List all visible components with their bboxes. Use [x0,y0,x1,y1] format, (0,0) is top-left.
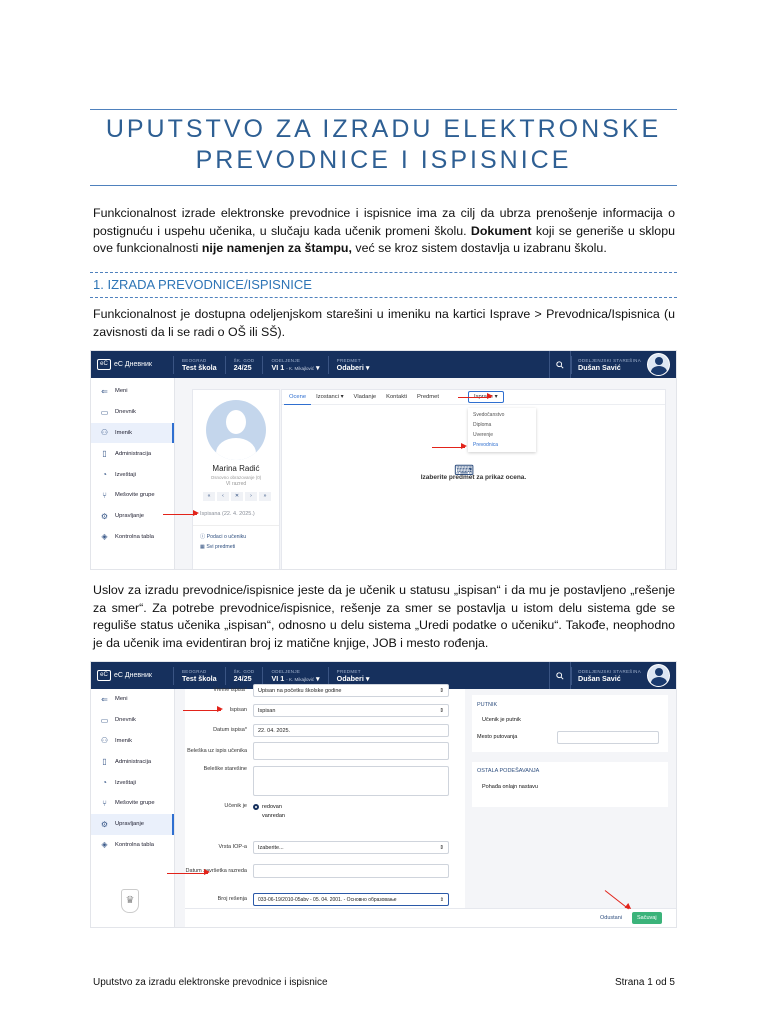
row-ispisan [185,704,449,717]
row-datum-zavrsetka [185,864,449,878]
class-value-text: VI 1 [271,673,285,683]
sidebar-item-administracija[interactable] [91,751,174,772]
tab-vladanje[interactable]: Vladanje [353,394,377,400]
intro-text-2: koji se generiše u sklopu ove funkcionalnosti [93,223,675,256]
sidebar-item-administracija[interactable] [91,443,174,464]
checkbox-label: Učenik je putnik [482,717,521,723]
class-value: VI 1 - K. Mikajlović ▾ [271,362,320,372]
menu-item-uverenje[interactable]: Uverenje [473,432,494,438]
menu-item-svedocanstvo[interactable]: Svedočanstvo [473,412,505,418]
chevron-updown-icon: ⇕ [439,896,444,903]
radio-checked-icon [253,804,259,810]
student-name: Marina Radić [212,464,260,473]
field-label: Broj rešenja [217,896,247,903]
school-value: Test škola [182,362,217,372]
tab-isprave[interactable]: Isprave ▾ [468,391,504,403]
next-icon[interactable]: › [245,492,257,501]
field-label: Vreme ispisa* [213,687,247,694]
previous-icon[interactable]: ‹ [217,492,229,501]
users-icon: ⚇ [100,428,109,438]
sidebar-item-label: Upravljanje [115,513,144,520]
app-logo[interactable] [91,670,173,681]
document-icon: ▯ [102,449,107,459]
chevron-updown-icon: ⇕ [439,687,444,694]
sidebar-item-label: Izveštaji [115,471,136,478]
sidebar-item-dnevnik[interactable] [91,710,174,731]
class-value-text: VI 1 [271,362,285,372]
title-bottom-rule [90,185,677,186]
sidebar-item-label: Kontrolna tabla [115,841,154,848]
row-ucenik-je [185,803,285,821]
select-value: Ispisan [258,707,276,714]
tab-izostanci[interactable]: Izostanci ▾ [316,394,344,400]
title-line-1: UPUTSTVO ZA IZRADU ELEKTRONSKE [105,115,662,143]
sidebar-item-label: Imenik [115,429,133,436]
save-button[interactable]: Sačuvaj [632,912,662,924]
chevron-updown-icon: ⇕ [439,707,444,714]
datum-zavrsetka-input[interactable] [253,864,449,878]
branch-icon: ⑂ [102,490,107,500]
logo-text: eС Дневник [114,361,152,368]
sidebar-item-label: Dnevnik [115,717,136,724]
field-label: Ispisan [229,707,247,714]
arrow-left-icon: ⇐ [101,694,108,704]
vreme-ispisa-select[interactable] [253,684,449,697]
sidebar-item-menu[interactable] [91,381,174,402]
grades-panel [281,389,666,570]
avatar[interactable] [647,353,670,376]
select-value: 033-06-19/2010-05abv - 05. 04. 2001. - Основно образовање [258,896,397,903]
radio-label: redovan [262,804,282,810]
user-info[interactable] [571,356,647,374]
vrsta-iop-select[interactable] [253,841,449,854]
year-value: 24/25 [233,673,252,683]
student-card [192,389,280,570]
tab-predmet[interactable]: Predmet [417,394,439,400]
empty-state-text: Izaberite predmet za prikaz ocena. [420,474,527,481]
link-student-data[interactable] [200,533,246,540]
first-page-icon[interactable]: « [203,492,215,501]
search-icon[interactable] [549,662,571,689]
link-label: Podaci o učeniku [206,534,247,540]
school-label: BEOGRAD [182,668,207,674]
class-teacher: - K. Mikajlović [286,365,315,371]
intro-bold-2: nije namenjen za štampu, [201,241,352,256]
sidebar-item-label: Upravljanje [115,821,144,828]
sidebar-item-dnevnik[interactable] [91,402,174,423]
sidebar-item-label: Mešovite grupe [115,800,155,807]
document-icon: ▯ [102,757,107,767]
paragraph-access: Funkcionalnost je dostupna odeljenjskom starešini u imeniku na kartici Isprave > Prevodnica/Ispisnica (u zavisnosti da li se radi o OŠ ili SŠ). [93,307,675,339]
link-label: Svi predmeti [206,544,236,550]
user-info[interactable] [571,667,647,685]
subject-value: Odaberi ▾ [336,362,370,372]
field-label: Vrsta IOP-a [218,844,247,851]
book-icon: ▭ [100,407,109,417]
sidebar-item-imenik[interactable] [91,731,174,752]
tab-label: Izostanci [316,394,339,400]
user-name: Dušan Savić [578,362,621,372]
intro-text-3: već se kroz sistem dostavlja u izabranu školu. [351,241,607,256]
radio-vanredan[interactable] [253,812,285,821]
user-role: ODELJENJSKI STAREŠINA [578,357,641,363]
screenshot-edit-student [90,661,677,928]
subject-value-text: Odaberi [336,673,364,683]
sidebar-item-kontrolna-tabla[interactable] [91,527,174,548]
year-value: 24/25 [233,362,252,372]
app-logo[interactable] [91,359,173,370]
row-beleska-ispis [185,742,449,760]
user-role: ODELJENJSKI STAREŠINA [578,668,641,674]
subject-value-text: Odaberi [336,362,364,372]
chevron-updown-icon: ⇕ [439,844,444,851]
sidebar-item-mesovite-grupe[interactable] [91,793,174,814]
book-icon: ▭ [100,715,109,725]
tab-label: Isprave [473,394,493,400]
class-teacher: - K. Mikajlović [286,676,315,682]
putnik-panel [472,695,668,752]
link-all-subjects[interactable] [200,544,235,550]
coat-of-arms-icon: ♛ [121,889,139,913]
last-page-icon[interactable]: » [259,492,271,501]
subject-selector[interactable] [328,667,378,685]
arrow-left-icon: ⇐ [101,386,108,396]
grid-icon: ▦ [200,544,207,550]
radio-redovan[interactable] [253,803,285,812]
logo-text: eС Дневник [114,672,152,679]
ostala-title: OSTALA PODEŠAVANJA [477,768,540,774]
app-sidebar [91,378,175,569]
field-label: Učenik je [224,803,247,809]
section-heading: 1. IZRADA PREVODNICE/ISPISNICE [90,272,677,298]
year-selector[interactable] [225,667,263,685]
datum-ispisa-input[interactable] [253,724,449,737]
field-label: Beleške starešine [203,766,247,772]
form-footer [185,908,676,928]
input-value: 22. 04. 2025. [258,727,291,734]
sidebar-item-upravljanje[interactable] [91,814,174,835]
year-label: ŠK. GOD [233,357,255,363]
checkbox-label: Pohađa onlajn nastavu [482,784,538,790]
school-label: BEOGRAD [182,357,207,363]
users-icon: ⚇ [100,736,109,746]
row-broj-resenja [185,893,449,906]
intro-paragraph [93,205,675,258]
select-value: Upisan na početku školske godine [258,687,342,694]
ostala-panel [472,762,668,807]
broj-resenja-select[interactable] [253,893,449,906]
status-badge: Ispisana (22. 4. 2025.) [200,511,255,517]
sidebar-item-label: Kontrolna tabla [115,533,154,540]
app-sidebar [91,689,175,927]
student-pager [203,492,271,501]
pie-chart-icon: ◔ [102,778,107,788]
class-selector[interactable] [262,667,327,685]
sidebar-item-label: Mešovite grupe [115,492,155,499]
sidebar-item-label: Dnevnik [115,409,136,416]
menu-item-diploma[interactable]: Diploma [473,422,492,428]
tab-kontakti[interactable]: Kontakti [386,394,408,400]
student-program: Osnovno obrazovanje (0) [210,475,262,480]
sidebar-item-izvestaji[interactable] [91,772,174,793]
ispisan-select[interactable] [253,704,449,717]
row-beleske-staresine [185,766,449,796]
sidebar-item-label: Meni [115,388,128,395]
sidebar-item-label: Imenik [115,737,133,744]
year-label: ŠK. GOD [233,668,255,674]
page-number: Strana 1 od 5 [614,977,675,988]
app-topbar [91,351,676,378]
ucenik-radio-group [253,803,285,821]
arrow-prevodnica [432,447,465,448]
arrow-broj-resenja [167,873,208,874]
radio-label: vanredan [262,813,285,819]
sidebar-item-imenik[interactable] [91,423,174,444]
logo-mark: eС [97,359,111,370]
intro-bold-1: Dokument [470,223,532,238]
paragraph-conditions: Uslov za izradu prevodnice/ispisnice jeste da je učenik u statusu „ispisan“ i da mu je postavljeno „rešenje za smer“. Za potrebe prevodnice/ispisnice, rešenje za smer se postavlja u istom delu sistema gde se reguliše status učenika „ispisan“, odnosno u delu sistema „Uredi podatke o učeniku“. Takođe, neophodno je da učenik ima evidentiran broj iz matične knjige, JOB i mesto rođenja. [93,583,675,650]
layers-icon: ◈ [101,532,108,542]
class-selector[interactable] [262,356,327,374]
beleske-staresine-textarea[interactable] [253,766,449,796]
sidebar-item-mesovite-grupe[interactable] [91,485,174,506]
pie-chart-icon: ◔ [102,470,107,480]
arrow-save [605,890,629,909]
document-title [90,114,677,176]
field-label: Datum ispisa* [213,727,247,734]
layers-icon: ◈ [101,840,108,850]
field-label: Beleška uz ispis učenika [187,747,247,754]
putnik-title: PUTNIK [477,702,498,708]
gear-icon: ⚙ [100,511,109,521]
empty-state-icon: ⌨ [454,462,475,478]
footer-title: Uputstvo za izradu elektronske prevodnice i ispisnice [93,977,328,988]
arrow-ispisan [183,710,221,711]
title-line-2: PREVODNICE I ISPISNICE [195,146,572,174]
isprave-dropdown [468,408,536,452]
subject-label: PREDMET [336,668,361,674]
student-photo [206,400,266,460]
page-footer [93,977,675,988]
cancel-button[interactable]: Odustani [600,915,623,921]
school-value: Test škola [182,673,217,683]
arrow-status [163,514,197,515]
branch-icon: ⑂ [102,798,107,808]
putnik-checkbox[interactable] [482,717,521,723]
year-selector[interactable] [225,356,263,374]
arrow-isprave [458,397,491,398]
sidebar-item-kontrolna-tabla[interactable] [91,835,174,856]
row-datum-ispisa [185,724,449,737]
sidebar-item-label: Administracija [115,758,152,765]
edit-form [185,689,465,913]
subject-label: PREDMET [336,357,361,363]
online-checkbox[interactable] [482,784,538,790]
logo-mark: eС [97,670,111,681]
class-label: ODELJENJE [271,357,301,363]
avatar[interactable] [647,664,670,687]
school-selector[interactable] [173,356,225,374]
screenshot-student-card [90,350,677,570]
mesto-input[interactable] [557,731,659,744]
title-top-rule [90,109,677,110]
row-vreme-ispisa [185,684,449,697]
sidebar-item-upravljanje[interactable] [91,506,174,527]
student-grade: VI razred [225,481,247,487]
class-label: ODELJENJE [271,668,301,674]
search-icon[interactable] [549,351,571,378]
info-icon: ⓘ [200,534,207,540]
subject-value: Odaberi ▾ [336,673,370,683]
user-name: Dušan Savić [578,673,621,683]
school-selector[interactable] [173,667,225,685]
menu-item-prevodnica[interactable]: Prevodnica [473,442,499,448]
tab-ocene[interactable]: Ocene [284,390,311,405]
row-vrsta-iop [185,841,449,854]
shuffle-icon[interactable]: ✕ [231,492,243,501]
beleska-ispis-textarea[interactable] [253,742,449,760]
sidebar-item-izvestaji[interactable] [91,464,174,485]
gear-icon: ⚙ [100,819,109,829]
subject-selector[interactable] [328,356,378,374]
sidebar-item-label: Meni [115,696,128,703]
class-value: VI 1 - K. Mikajlović ▾ [271,673,320,683]
field-label: Datum završetka razreda [185,867,247,874]
select-value: Izaberite... [258,844,284,851]
sidebar-item-label: Administracija [115,450,152,457]
intro-text-1: Funkcionalnost izrade elektronske prevodnice i ispisnice ima za cilj da ubrza prenošenje informacija o postignuću i uspehu učenika, u slučaju kada učenik promeni školu. [93,206,675,238]
mesto-label: Mesto putovanja [477,734,518,740]
sidebar-item-menu[interactable] [91,689,174,710]
sidebar-item-label: Izveštaji [115,779,136,786]
